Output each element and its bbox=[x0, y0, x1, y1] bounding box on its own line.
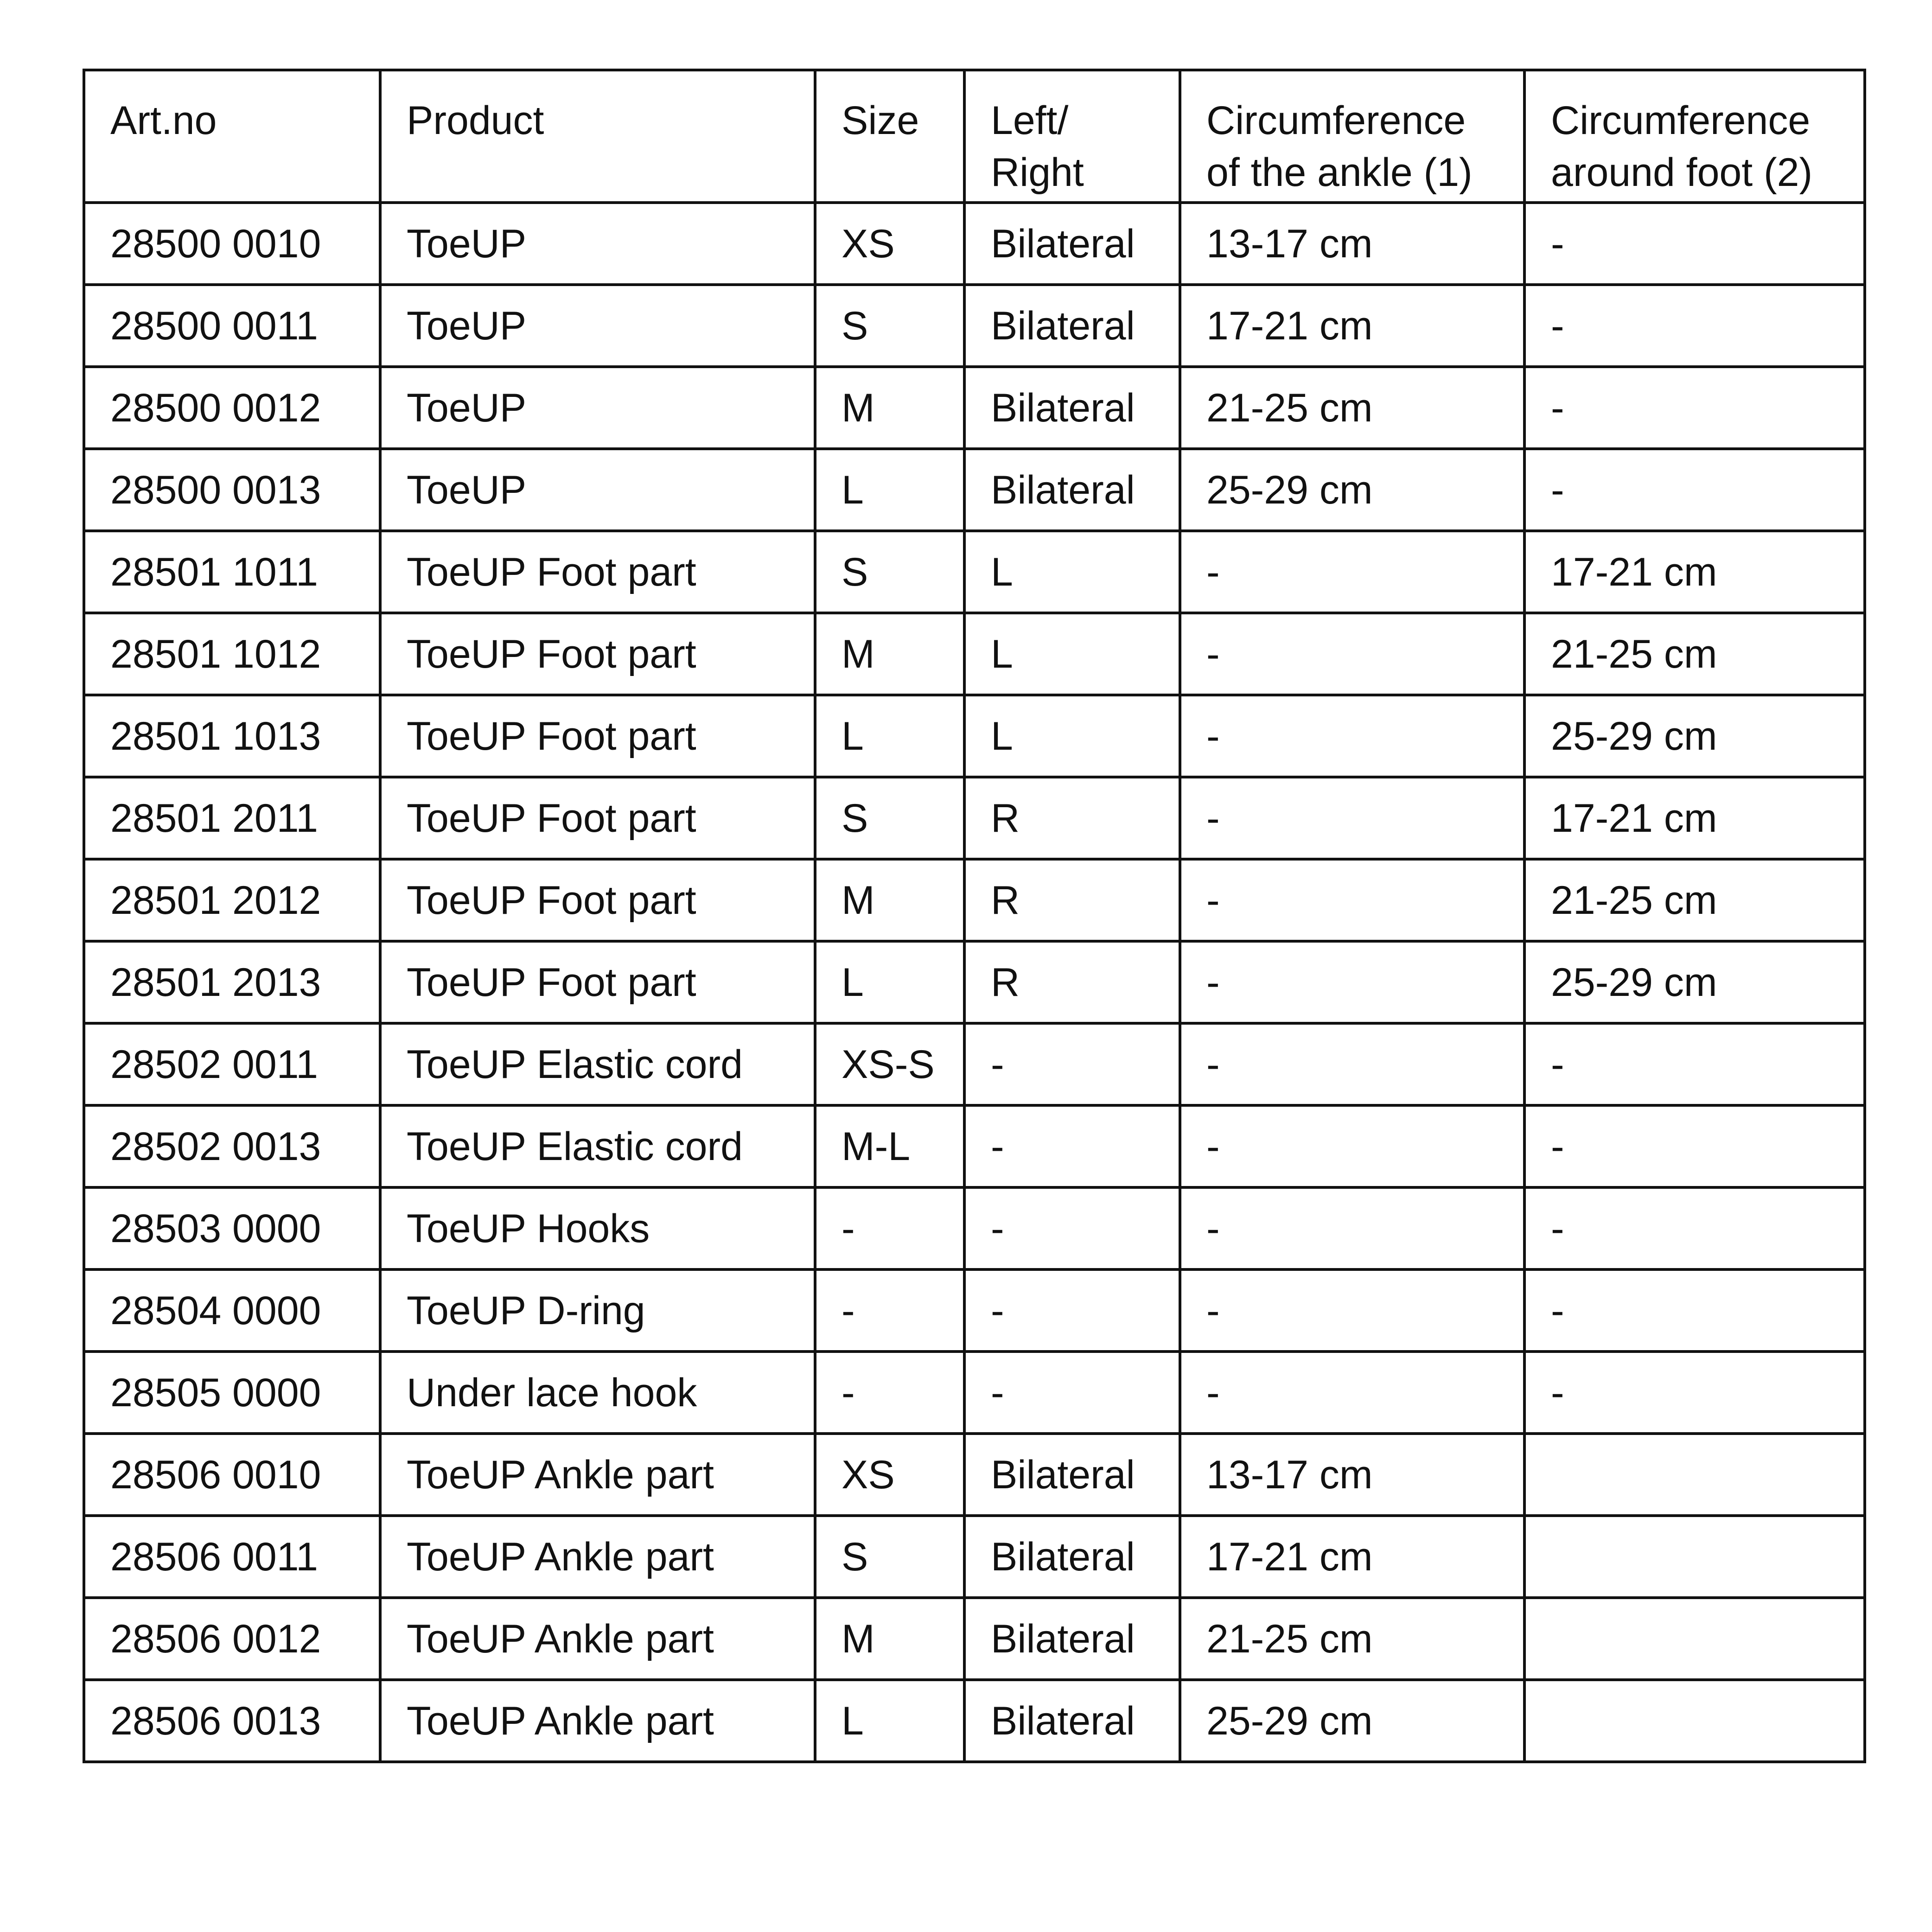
cell-art-no: 28500 0012 bbox=[84, 367, 380, 449]
cell-size: M bbox=[815, 859, 964, 941]
cell-left-right: - bbox=[964, 1105, 1180, 1187]
header-line: of the ankle (1) bbox=[1206, 150, 1473, 195]
table-row bbox=[84, 941, 1865, 1023]
table-row bbox=[84, 613, 1865, 695]
product-size-table bbox=[83, 69, 1866, 1763]
cell-product: ToeUP Hooks bbox=[380, 1187, 815, 1269]
cell-product: ToeUP D-ring bbox=[380, 1269, 815, 1352]
cell-product: ToeUP bbox=[380, 203, 815, 285]
cell-foot-circumference: - bbox=[1524, 449, 1865, 531]
cell-art-no: 28500 0013 bbox=[84, 449, 380, 531]
cell-size: S bbox=[815, 1516, 964, 1598]
cell-size: M bbox=[815, 1598, 964, 1680]
cell-art-no: 28501 1011 bbox=[84, 531, 380, 613]
cell-ankle-circumference: - bbox=[1180, 859, 1524, 941]
table-row bbox=[84, 1023, 1865, 1105]
header-line: around foot (2) bbox=[1551, 150, 1813, 195]
cell-art-no: 28506 0011 bbox=[84, 1516, 380, 1598]
header-line: Art.no bbox=[110, 98, 217, 143]
table-row bbox=[84, 1187, 1865, 1269]
cell-foot-circumference: - bbox=[1524, 285, 1865, 367]
cell-foot-circumference: - bbox=[1524, 367, 1865, 449]
cell-foot-circumference: 25-29 cm bbox=[1524, 941, 1865, 1023]
cell-left-right: - bbox=[964, 1352, 1180, 1434]
cell-ankle-circumference: - bbox=[1180, 941, 1524, 1023]
cell-left-right: L bbox=[964, 531, 1180, 613]
cell-art-no: 28501 2012 bbox=[84, 859, 380, 941]
cell-foot-circumference bbox=[1524, 1598, 1865, 1680]
cell-left-right: - bbox=[964, 1023, 1180, 1105]
cell-left-right: R bbox=[964, 777, 1180, 859]
cell-product: ToeUP Ankle part bbox=[380, 1516, 815, 1598]
cell-ankle-circumference: - bbox=[1180, 1187, 1524, 1269]
cell-art-no: 28502 0013 bbox=[84, 1105, 380, 1187]
cell-ankle-circumference: 21-25 cm bbox=[1180, 367, 1524, 449]
table-row bbox=[84, 1516, 1865, 1598]
cell-ankle-circumference: - bbox=[1180, 695, 1524, 777]
cell-left-right: R bbox=[964, 941, 1180, 1023]
cell-left-right: Bilateral bbox=[964, 1598, 1180, 1680]
table-row bbox=[84, 449, 1865, 531]
table-row bbox=[84, 367, 1865, 449]
table-row bbox=[84, 1598, 1865, 1680]
cell-foot-circumference: 17-21 cm bbox=[1524, 777, 1865, 859]
cell-foot-circumference bbox=[1524, 1434, 1865, 1516]
cell-size: S bbox=[815, 777, 964, 859]
cell-left-right: Bilateral bbox=[964, 1434, 1180, 1516]
cell-size: L bbox=[815, 449, 964, 531]
cell-art-no: 28501 2011 bbox=[84, 777, 380, 859]
header-line: Left/ bbox=[991, 98, 1069, 143]
cell-product: ToeUP Ankle part bbox=[380, 1598, 815, 1680]
table-row bbox=[84, 777, 1865, 859]
cell-product: ToeUP Foot part bbox=[380, 531, 815, 613]
table-row bbox=[84, 203, 1865, 285]
cell-size: S bbox=[815, 285, 964, 367]
table-row bbox=[84, 1269, 1865, 1352]
header-row bbox=[84, 70, 1865, 203]
cell-product: ToeUP Ankle part bbox=[380, 1434, 815, 1516]
cell-foot-circumference: - bbox=[1524, 1269, 1865, 1352]
cell-product: ToeUP Elastic cord bbox=[380, 1023, 815, 1105]
cell-left-right: R bbox=[964, 859, 1180, 941]
table-row bbox=[84, 285, 1865, 367]
cell-left-right: Bilateral bbox=[964, 367, 1180, 449]
header-line: Size bbox=[842, 98, 919, 143]
cell-left-right: Bilateral bbox=[964, 449, 1180, 531]
cell-product: ToeUP bbox=[380, 285, 815, 367]
cell-ankle-circumference: 13-17 cm bbox=[1180, 203, 1524, 285]
cell-foot-circumference: 21-25 cm bbox=[1524, 613, 1865, 695]
cell-foot-circumference: - bbox=[1524, 1023, 1865, 1105]
table-row bbox=[84, 1434, 1865, 1516]
cell-foot-circumference: 25-29 cm bbox=[1524, 695, 1865, 777]
product-size-table-container bbox=[83, 69, 1863, 1763]
cell-ankle-circumference: - bbox=[1180, 531, 1524, 613]
table-row bbox=[84, 531, 1865, 613]
cell-foot-circumference: 21-25 cm bbox=[1524, 859, 1865, 941]
cell-ankle-circumference: - bbox=[1180, 1105, 1524, 1187]
cell-left-right: L bbox=[964, 695, 1180, 777]
cell-left-right: Bilateral bbox=[964, 203, 1180, 285]
table-row bbox=[84, 695, 1865, 777]
header-line: Circumference bbox=[1551, 98, 1811, 143]
cell-art-no: 28505 0000 bbox=[84, 1352, 380, 1434]
header-line: Right bbox=[991, 150, 1084, 195]
cell-ankle-circumference: 17-21 cm bbox=[1180, 285, 1524, 367]
cell-left-right: - bbox=[964, 1187, 1180, 1269]
cell-size: XS-S bbox=[815, 1023, 964, 1105]
cell-ankle-circumference: 21-25 cm bbox=[1180, 1598, 1524, 1680]
header-left-right bbox=[964, 70, 1180, 203]
cell-left-right: Bilateral bbox=[964, 1516, 1180, 1598]
cell-ankle-circumference: - bbox=[1180, 1269, 1524, 1352]
cell-art-no: 28506 0010 bbox=[84, 1434, 380, 1516]
header-foot-circumference bbox=[1524, 70, 1865, 203]
cell-product: ToeUP Elastic cord bbox=[380, 1105, 815, 1187]
cell-size: S bbox=[815, 531, 964, 613]
cell-size: - bbox=[815, 1352, 964, 1434]
cell-size: M-L bbox=[815, 1105, 964, 1187]
header-size bbox=[815, 70, 964, 203]
cell-art-no: 28506 0013 bbox=[84, 1680, 380, 1762]
cell-product: ToeUP Ankle part bbox=[380, 1680, 815, 1762]
cell-size: - bbox=[815, 1187, 964, 1269]
cell-size: - bbox=[815, 1269, 964, 1352]
cell-product: ToeUP bbox=[380, 367, 815, 449]
cell-art-no: 28500 0011 bbox=[84, 285, 380, 367]
cell-product: Under lace hook bbox=[380, 1352, 815, 1434]
cell-ankle-circumference: - bbox=[1180, 777, 1524, 859]
cell-ankle-circumference: 13-17 cm bbox=[1180, 1434, 1524, 1516]
cell-foot-circumference: - bbox=[1524, 203, 1865, 285]
cell-left-right: Bilateral bbox=[964, 1680, 1180, 1762]
cell-ankle-circumference: - bbox=[1180, 1023, 1524, 1105]
table-body bbox=[84, 203, 1865, 1762]
cell-product: ToeUP Foot part bbox=[380, 941, 815, 1023]
cell-foot-circumference bbox=[1524, 1516, 1865, 1598]
cell-foot-circumference: - bbox=[1524, 1187, 1865, 1269]
header-ankle-circumference bbox=[1180, 70, 1524, 203]
table-header bbox=[84, 70, 1865, 203]
cell-size: M bbox=[815, 613, 964, 695]
cell-ankle-circumference: - bbox=[1180, 613, 1524, 695]
cell-foot-circumference: - bbox=[1524, 1352, 1865, 1434]
cell-size: M bbox=[815, 367, 964, 449]
cell-ankle-circumference: 25-29 cm bbox=[1180, 449, 1524, 531]
header-art-no bbox=[84, 70, 380, 203]
table-row bbox=[84, 859, 1865, 941]
header-line: Product bbox=[407, 98, 544, 143]
cell-left-right: L bbox=[964, 613, 1180, 695]
cell-size: L bbox=[815, 941, 964, 1023]
cell-product: ToeUP Foot part bbox=[380, 859, 815, 941]
cell-left-right: Bilateral bbox=[964, 285, 1180, 367]
cell-left-right: - bbox=[964, 1269, 1180, 1352]
cell-size: XS bbox=[815, 1434, 964, 1516]
cell-art-no: 28500 0010 bbox=[84, 203, 380, 285]
table-row bbox=[84, 1105, 1865, 1187]
header-product bbox=[380, 70, 815, 203]
cell-art-no: 28502 0011 bbox=[84, 1023, 380, 1105]
cell-foot-circumference: 17-21 cm bbox=[1524, 531, 1865, 613]
cell-art-no: 28504 0000 bbox=[84, 1269, 380, 1352]
cell-ankle-circumference: 17-21 cm bbox=[1180, 1516, 1524, 1598]
cell-size: XS bbox=[815, 203, 964, 285]
cell-product: ToeUP Foot part bbox=[380, 777, 815, 859]
cell-product: ToeUP bbox=[380, 449, 815, 531]
cell-art-no: 28503 0000 bbox=[84, 1187, 380, 1269]
cell-art-no: 28501 1012 bbox=[84, 613, 380, 695]
cell-ankle-circumference: 25-29 cm bbox=[1180, 1680, 1524, 1762]
header-line: Circumference bbox=[1206, 98, 1466, 143]
table-row bbox=[84, 1352, 1865, 1434]
cell-product: ToeUP Foot part bbox=[380, 695, 815, 777]
cell-art-no: 28501 1013 bbox=[84, 695, 380, 777]
cell-art-no: 28506 0012 bbox=[84, 1598, 380, 1680]
cell-ankle-circumference: - bbox=[1180, 1352, 1524, 1434]
table-row bbox=[84, 1680, 1865, 1762]
cell-size: L bbox=[815, 695, 964, 777]
cell-foot-circumference bbox=[1524, 1680, 1865, 1762]
cell-product: ToeUP Foot part bbox=[380, 613, 815, 695]
cell-art-no: 28501 2013 bbox=[84, 941, 380, 1023]
cell-foot-circumference: - bbox=[1524, 1105, 1865, 1187]
cell-size: L bbox=[815, 1680, 964, 1762]
